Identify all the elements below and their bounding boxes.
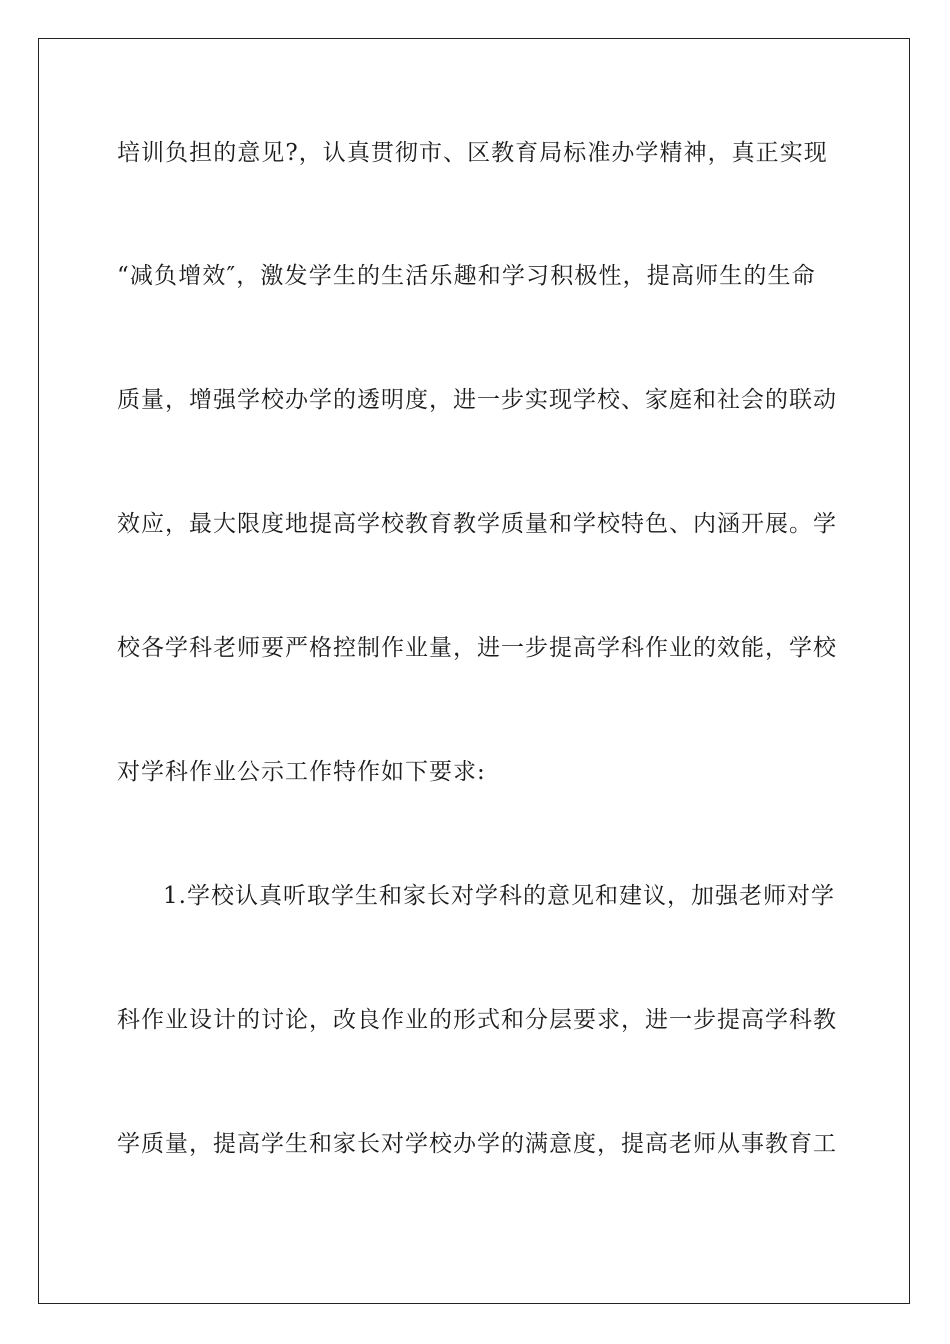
text-line: “减负增效″，激发学生的生活乐趣和学习积极性，提高师生的生命 [117, 263, 816, 289]
text-line: 效应，最大限度地提高学校教育教学质量和学校特色、内涵开展。学 [117, 511, 837, 537]
page-border [38, 38, 910, 1304]
text-line: 质量，增强学校办学的透明度，进一步实现学校、家庭和社会的联动 [117, 387, 837, 413]
numbered-item-text: 1.学校认真听取学生和家长对学科的意见和建议，加强老师对学 [163, 883, 835, 909]
text-line: 科作业设计的讨论，改良作业的形式和分层要求，进一步提高学科教 [117, 1007, 837, 1033]
text-line: 培训负担的意见?，认真贯彻市、区教育局标准办学精神，真正实现 [117, 140, 828, 166]
text-line: 校各学科老师要严格控制作业量，进一步提高学科作业的效能，学校 [117, 635, 837, 661]
text-line: 对学科作业公示工作特作如下要求: [117, 759, 486, 785]
text-line: 学质量，提高学生和家长对学校办学的满意度，提高老师从事教育工 [117, 1131, 837, 1157]
